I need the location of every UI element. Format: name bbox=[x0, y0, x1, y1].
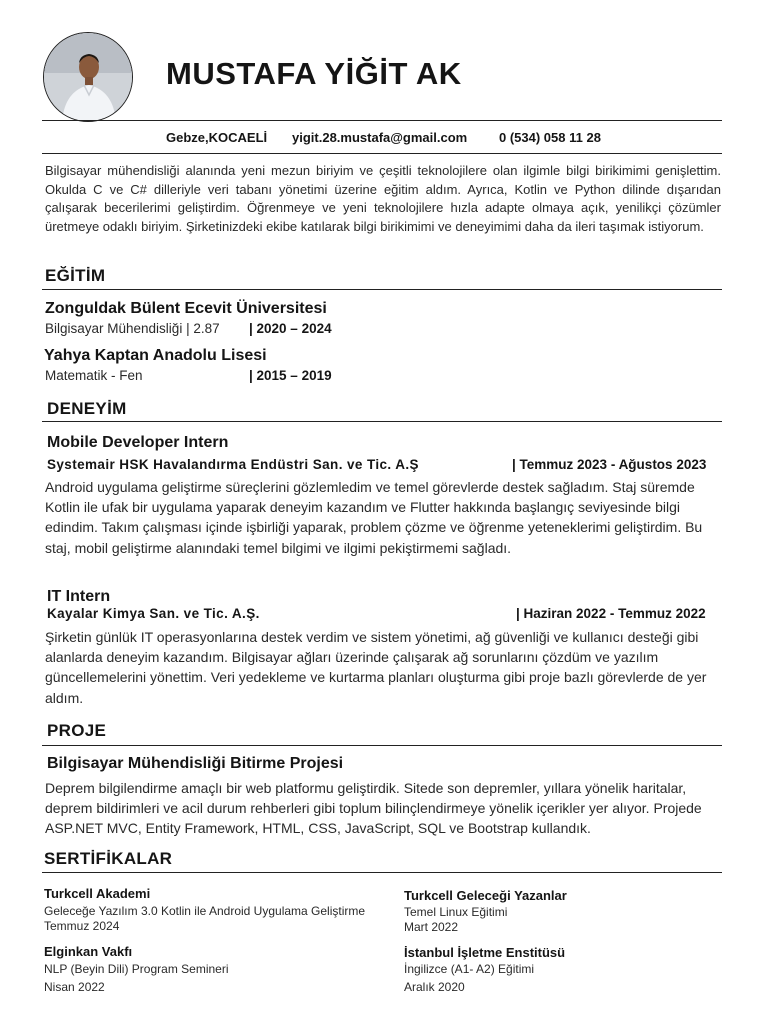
header-bottom-divider bbox=[42, 153, 722, 154]
experience-date: | Haziran 2022 - Temmuz 2022 bbox=[516, 606, 706, 621]
person-photo-icon bbox=[44, 33, 133, 122]
education-school: Zonguldak Bülent Ecevit Üniversitesi bbox=[45, 300, 327, 317]
education-divider bbox=[42, 289, 722, 290]
certificates-heading: SERTİFİKALAR bbox=[44, 849, 173, 868]
certificate-name: İngilizce (A1- A2) Eğitimi bbox=[404, 962, 535, 976]
header-top-divider bbox=[42, 120, 722, 121]
certificate-org: Turkcell Akademi bbox=[44, 886, 151, 901]
experience-role: IT Intern bbox=[47, 588, 111, 605]
education-school: Yahya Kaptan Anadolu Lisesi bbox=[44, 347, 267, 364]
project-description: Deprem bilgilendirme amaçlı bir web platformu geliştirdik. Sitede son depremler, yıllara yönelik haritalar, deprem bildirimleri ve acil durum rehberleri gibi toplum bilinçlendirmeye yönelik içerikler yer alıyor. Projede ASP.NET MVC, Entity Framework, HTML, CSS, JavaScript, SQL ve Bootstrap kullandık. bbox=[45, 780, 702, 837]
education-date: | 2020 – 2024 bbox=[249, 321, 332, 336]
certificate-date: Temmuz 2024 bbox=[44, 919, 120, 933]
contact-phone[interactable]: 0 (534) 058 11 28 bbox=[499, 130, 601, 145]
certificate-org: Elginkan Vakfı bbox=[44, 944, 133, 959]
experience-company: Kayalar Kimya San. ve Tic. A.Ş. bbox=[47, 606, 260, 621]
contact-email[interactable]: yigit.28.mustafa@gmail.com bbox=[292, 130, 468, 145]
experience-description: Android uygulama geliştirme süreçlerini gözlemledim ve temel görevlerde destek sağladım. Staj süremde Kotlin ile ufak bir uygulama yaparak deneyim kazandım ve Flutter hakkında başlangıç seviyesinde bilgi edindim. Takım çalışması içinde işbirliği yaparak, problem çözme ve öğrenme yeteneklerimi geliştirdim. Bu staj, mobil geliştirme alanındaki temel bilgimi ve ilgimi pekiştirmemi sağladı. bbox=[45, 479, 703, 556]
education-date: | 2015 – 2019 bbox=[249, 368, 332, 383]
contact-location: Gebze,KOCAELİ bbox=[166, 130, 268, 145]
project-name: Bilgisayar Mühendisliği Bitirme Projesi bbox=[47, 755, 344, 772]
certificate-date: Aralık 2020 bbox=[404, 980, 465, 994]
certificate-org: İstanbul İşletme Enstitüsü bbox=[404, 945, 566, 960]
education-detail: Bilgisayar Mühendisliği | 2.87 bbox=[45, 321, 220, 336]
experience-date: | Temmuz 2023 - Ağustos 2023 bbox=[512, 457, 707, 472]
certificates-divider bbox=[42, 872, 722, 873]
certificate-name: Temel Linux Eğitimi bbox=[404, 905, 508, 919]
project-heading: PROJE bbox=[47, 721, 107, 740]
certificate-org: Turkcell Geleceği Yazanlar bbox=[404, 888, 567, 903]
project-divider bbox=[42, 745, 722, 746]
profile-summary: Bilgisayar mühendisliği alanında yeni mezun biriyim ve çeşitli teknolojilere olan ilgimle bilgi birikimimi genişlettim. Okulda C ve C# dilleriyle veri tabanı yönetimi üzerine eğitim aldım. Ayrıca, Kotlin ve Python dilinde dışarıdan çalışarak becerilerimi geliştirdim. Öğrenmeye ve yeni teknolojilere hızla adapte olmaya açık, yenilikçi çözümler üretmeye odaklı biriyim. Şirketinizdeki ekibe katılarak bilgi birikimimi ve deneyimimi daha da ileri taşımak istiyorum. bbox=[45, 163, 721, 234]
experience-company: Systemair HSK Havalandırma Endüstri San. ve Tic. A.Ş bbox=[47, 457, 419, 472]
profile-photo bbox=[43, 32, 133, 122]
certificate-date: Nisan 2022 bbox=[44, 980, 105, 994]
certificate-name: NLP (Beyin Dili) Program Semineri bbox=[44, 962, 229, 976]
education-heading: EĞİTİM bbox=[45, 266, 106, 285]
experience-description: Şirketin günlük IT operasyonlarına destek verdim ve sistem yönetimi, ağ güvenliği ve kullanıcı desteği gibi alanlarda deneyim kazandım. Bilgisayar ağları üzerinde çalışarak ağ sorunlarını çözdüm ve yazılım güncellemelerini yönettim. Veri yedekleme ve kurtarma planları oluşturma gibi proje bazlı görevlerde de yer aldım. bbox=[45, 629, 707, 706]
certificate-date: Mart 2022 bbox=[404, 920, 459, 934]
full-name: MUSTAFA YİĞİT AK bbox=[166, 56, 462, 91]
experience-divider bbox=[42, 421, 722, 422]
education-detail: Matematik - Fen bbox=[45, 368, 143, 383]
experience-heading: DENEYİM bbox=[47, 399, 127, 418]
certificate-name: Geleceğe Yazılım 3.0 Kotlin ile Android Uygulama Geliştirme bbox=[44, 904, 366, 918]
experience-role: Mobile Developer Intern bbox=[47, 434, 229, 451]
